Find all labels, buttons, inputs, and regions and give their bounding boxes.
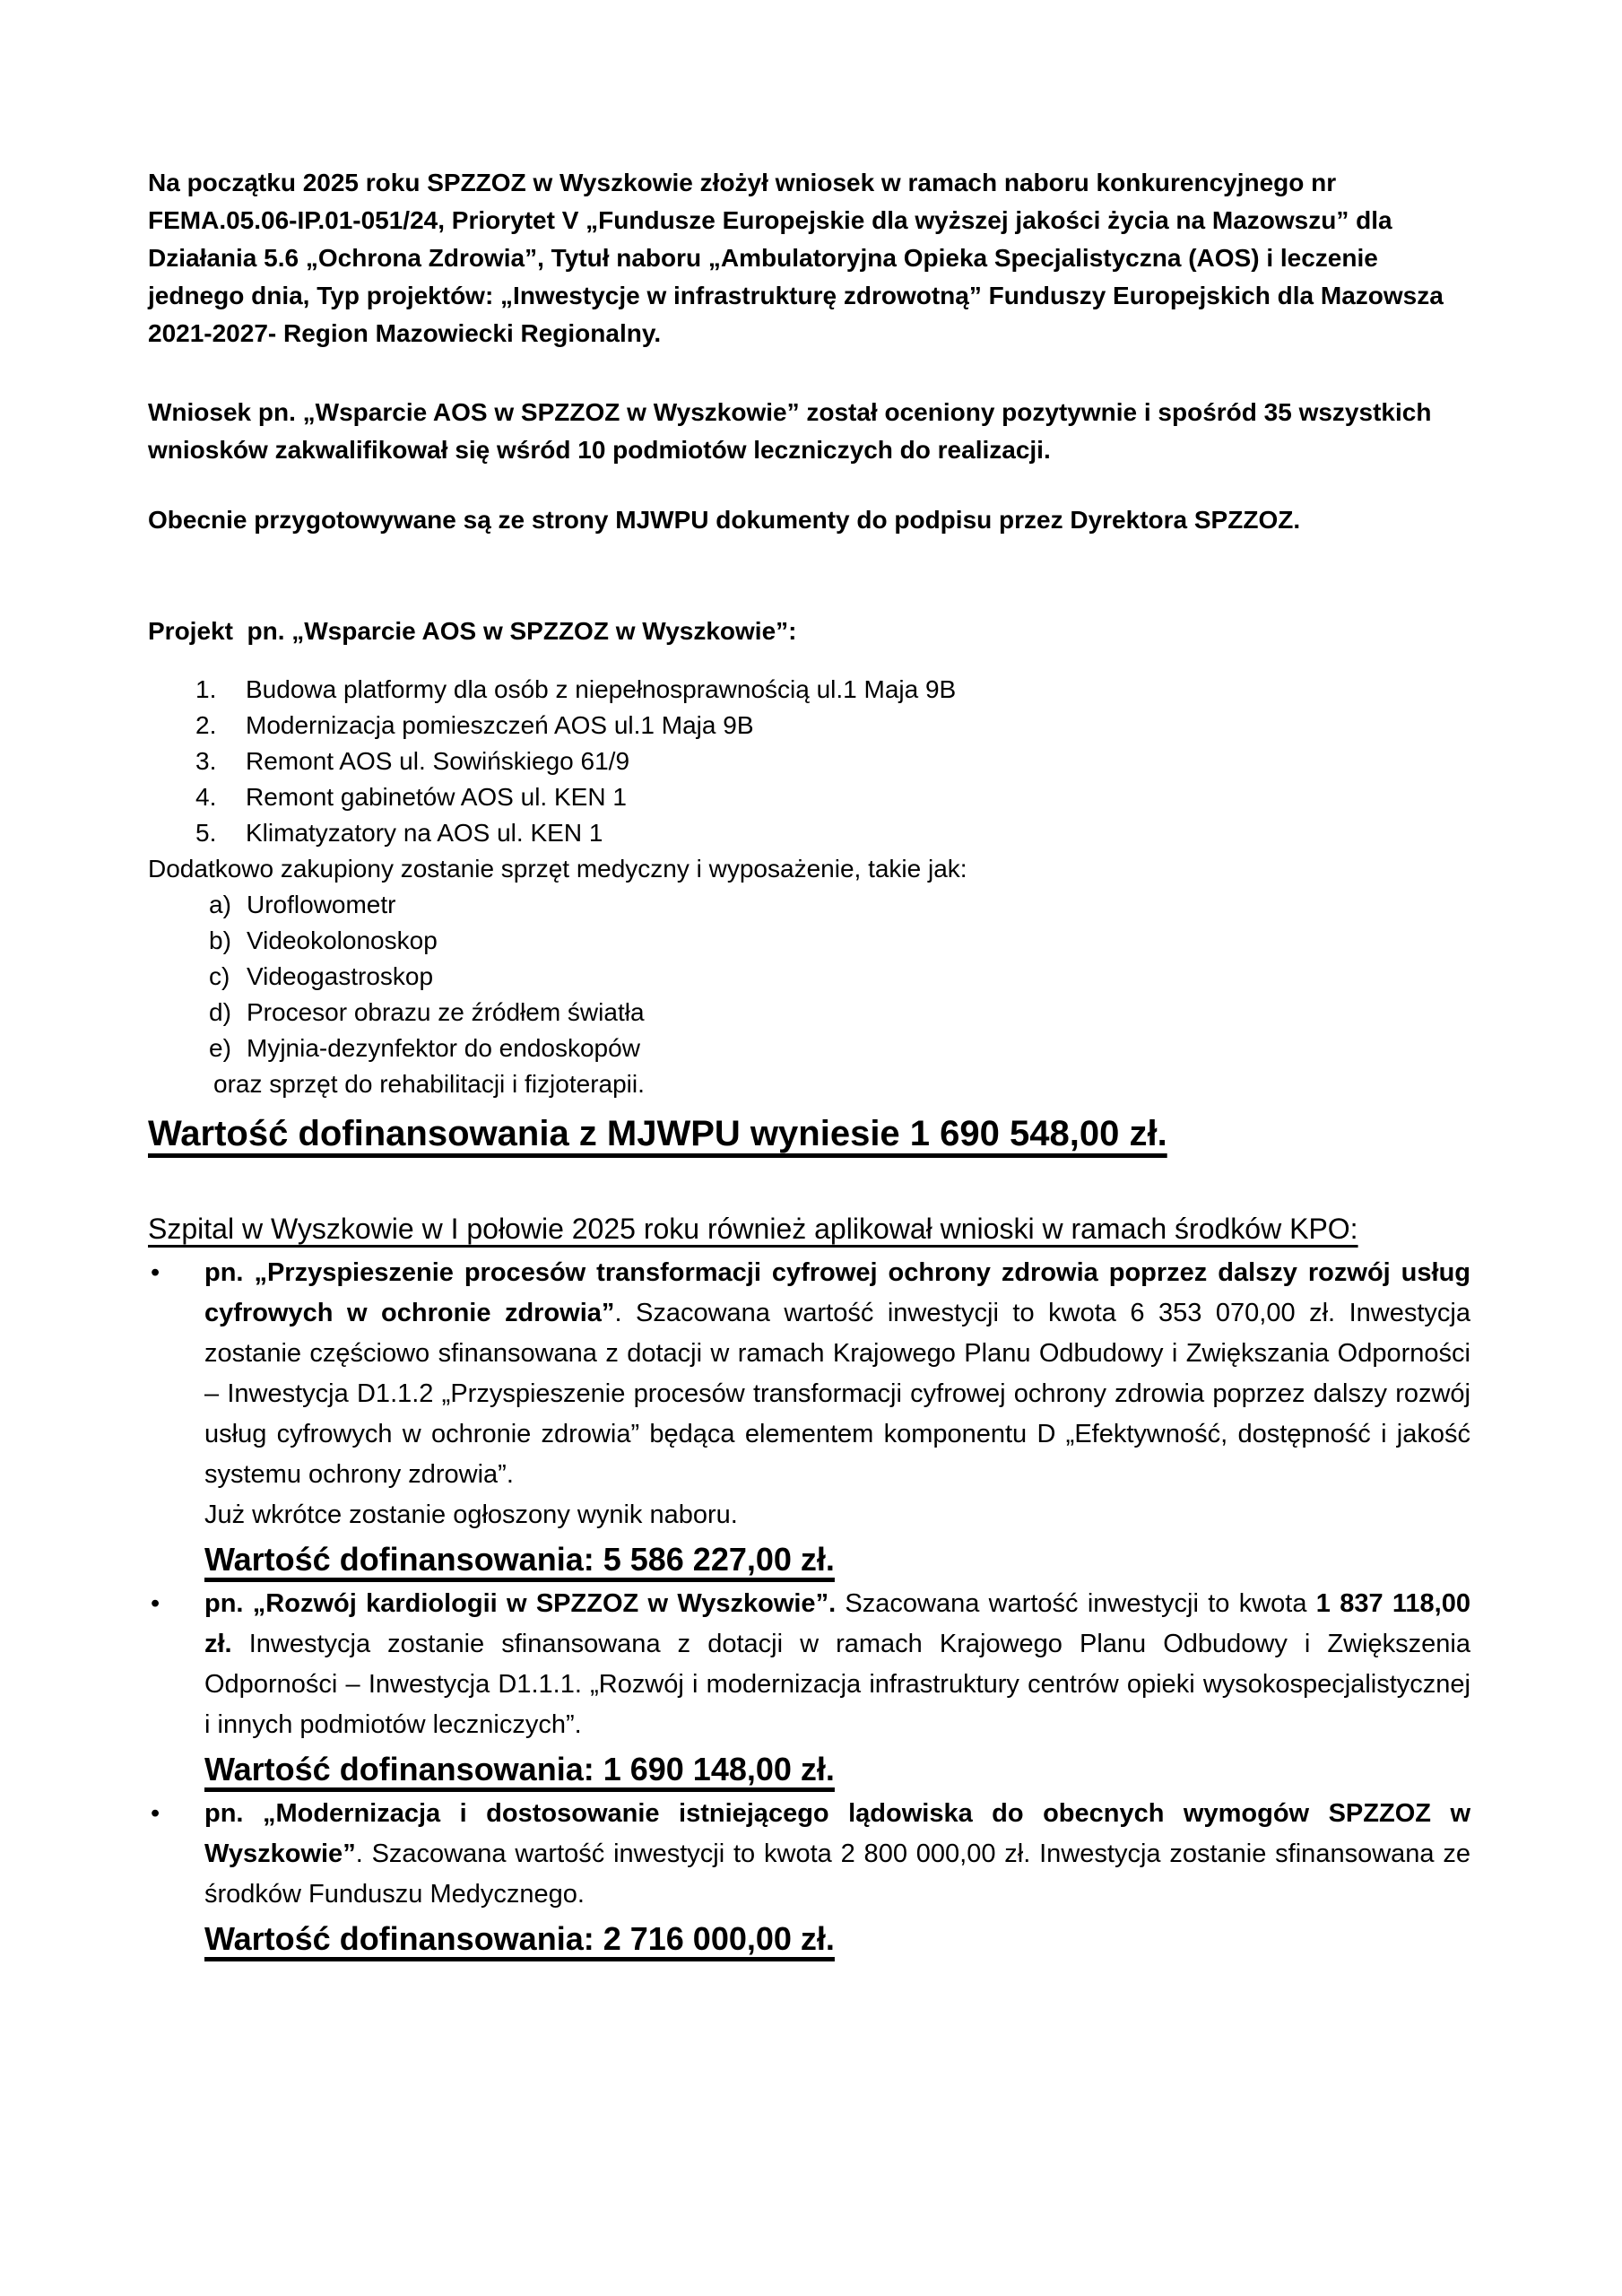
text-segment: pn. „Modernizacja i dostosowanie istniejącego lądowiska do obecnych wymogów SPZZOZ w Wyszkowie”	[204, 1799, 1470, 1868]
text-segment: Szacowana wartość inwestycji to kwota	[836, 1589, 1316, 1618]
bullet-icon: •	[151, 1799, 160, 1828]
list-item	[148, 815, 1470, 851]
list-item-text: Remont gabinetów AOS ul. KEN 1	[246, 783, 627, 811]
text-segment: . Szacowana wartość inwestycji to kwota 2 800 000,00 zł. Inwestycja zostanie sfinansowana ze środków Funduszu Medycznego.	[204, 1839, 1470, 1909]
oraz-line: oraz sprzęt do rehabilitacji i fizjoterapii.	[213, 1070, 645, 1098]
kpo-project-item	[148, 1253, 1470, 1584]
list-item	[148, 672, 1470, 708]
list-item-text: Videogastroskop	[247, 962, 434, 990]
list-marker: 4.	[195, 783, 217, 811]
text-segment: 1 837 118,00 zł.	[204, 1589, 1470, 1658]
kpo-project-text	[204, 1794, 1470, 1915]
list-item	[148, 959, 1470, 995]
projekt-heading: Projekt pn. „Wsparcie AOS w SPZZOZ w Wyszkowie”:	[148, 617, 797, 645]
text-segment: pn. „Przyspieszenie procesów transformacji cyfrowej ochrony zdrowia poprzez dalszy rozwój usług cyfrowych w ochronie zdrowia”	[204, 1258, 1470, 1327]
list-marker: d)	[209, 998, 231, 1026]
kpo-project-list	[148, 1253, 1470, 1963]
kpo-intro-line: Szpital w Wyszkowie w I połowie 2025 roku również aplikował wnioski w ramach środków KPO:	[148, 1213, 1358, 1245]
wniosek-paragraph: Wniosek pn. „Wsparcie AOS w SPZZOZ w Wyszkowie” został oceniony pozytywnie i spośród 35 wszystkich wniosków zakwalifikował się wśród 10 podmiotów leczniczych do realizacji.	[148, 398, 1432, 464]
text-segment: Inwestycja zostanie sfinansowana z dotacji w ramach Krajowego Planu Odbudowy i Zwiększenia Odporności – Inwestycja D1.1.1. „Rozwój i modernizacja infrastruktury centrów opieki wysokospecjalistycznej i innych podmiotów leczniczych”.	[204, 1630, 1470, 1739]
list-item-text: Procesor obrazu ze źródłem światła	[247, 998, 645, 1026]
list-item	[148, 887, 1470, 923]
funding-subheading: Wartość dofinansowania: 1 690 148,00 zł.	[204, 1751, 835, 1787]
funding-subheading: Wartość dofinansowania: 5 586 227,00 zł.	[204, 1541, 835, 1578]
list-item-text: Remont AOS ul. Sowińskiego 61/9	[246, 747, 630, 775]
list-item	[148, 779, 1470, 815]
kpo-note: Już wkrótce zostanie ogłoszony wynik naboru.	[204, 1500, 738, 1529]
list-marker: 1.	[195, 675, 217, 703]
kpo-project-item	[148, 1584, 1470, 1794]
obecnie-paragraph: Obecnie przygotowywane są ze strony MJWPU dokumenty do podpisu przez Dyrektora SPZZOZ.	[148, 506, 1301, 534]
list-marker: e)	[209, 1034, 231, 1062]
list-item-text: Videokolonoskop	[247, 926, 438, 954]
project-list	[148, 672, 1470, 851]
kpo-project-text	[204, 1584, 1470, 1745]
kpo-project-text	[204, 1253, 1470, 1495]
list-item	[148, 995, 1470, 1031]
list-marker: b)	[209, 926, 231, 954]
list-item-text: Modernizacja pomieszczeń AOS ul.1 Maja 9B	[246, 711, 754, 739]
list-marker: 3.	[195, 747, 217, 775]
equipment-list	[148, 887, 1470, 1066]
list-item	[148, 744, 1470, 779]
kpo-project-item	[148, 1794, 1470, 1963]
intro-paragraph: Na początku 2025 roku SPZZOZ w Wyszkowie złożył wniosek w ramach naboru konkurencyjnego nr FEMA.05.06-IP.01-051/24, Priorytet V „Fundusze Europejskie dla wyższej jakości życia na Mazowszu” dla Działania 5.6 „Ochrona Zdrowia”, Tytuł naboru „Ambulatoryjna Opieka Specjalistyczna (AOS) i leczenie jednego dnia, Typ projektów: „Inwestycje w infrastrukturę zdrowotną” Funduszy Europejskich dla Mazowsza 2021-2027- Region Mazowiecki Regionalny.	[148, 169, 1444, 347]
list-item-text: Myjnia-dezynfektor do endoskopów	[247, 1034, 640, 1062]
bullet-icon: •	[151, 1258, 160, 1287]
text-segment: pn. „Rozwój kardiologii w SPZZOZ w Wyszkowie”.	[204, 1589, 837, 1618]
list-marker: 5.	[195, 819, 217, 847]
list-item-text: Uroflowometr	[247, 891, 396, 918]
list-item	[148, 1031, 1470, 1066]
list-item	[148, 923, 1470, 959]
mjwpu-funding-heading: Wartość dofinansowania z MJWPU wyniesie 1 690 548,00 zł.	[148, 1114, 1167, 1153]
dodatkowo-paragraph: Dodatkowo zakupiony zostanie sprzęt medyczny i wyposażenie, takie jak:	[148, 855, 967, 883]
funding-subheading: Wartość dofinansowania: 2 716 000,00 zł.	[204, 1920, 835, 1957]
list-marker: c)	[209, 962, 230, 990]
list-item-text: Klimatyzatory na AOS ul. KEN 1	[246, 819, 603, 847]
list-marker: 2.	[195, 711, 217, 739]
list-item-text: Budowa platformy dla osób z niepełnosprawnością ul.1 Maja 9B	[246, 675, 957, 703]
bullet-icon: •	[151, 1589, 160, 1618]
text-segment: . Szacowana wartość inwestycji to kwota 6 353 070,00 zł. Inwestycja zostanie częściowo sfinansowana z dotacji w ramach Krajowego Planu Odbudowy i Zwiększania Odporności – Inwestycja D1.1.2 „Przyspieszenie procesów transformacji cyfrowej ochrony zdrowia poprzez dalszy rozwój usług cyfrowych w ochronie zdrowia” będąca elementem komponentu D „Efektywność, dostępność i jakość systemu ochrony zdrowia”.	[204, 1299, 1470, 1489]
list-item	[148, 708, 1470, 744]
list-marker: a)	[209, 891, 231, 918]
